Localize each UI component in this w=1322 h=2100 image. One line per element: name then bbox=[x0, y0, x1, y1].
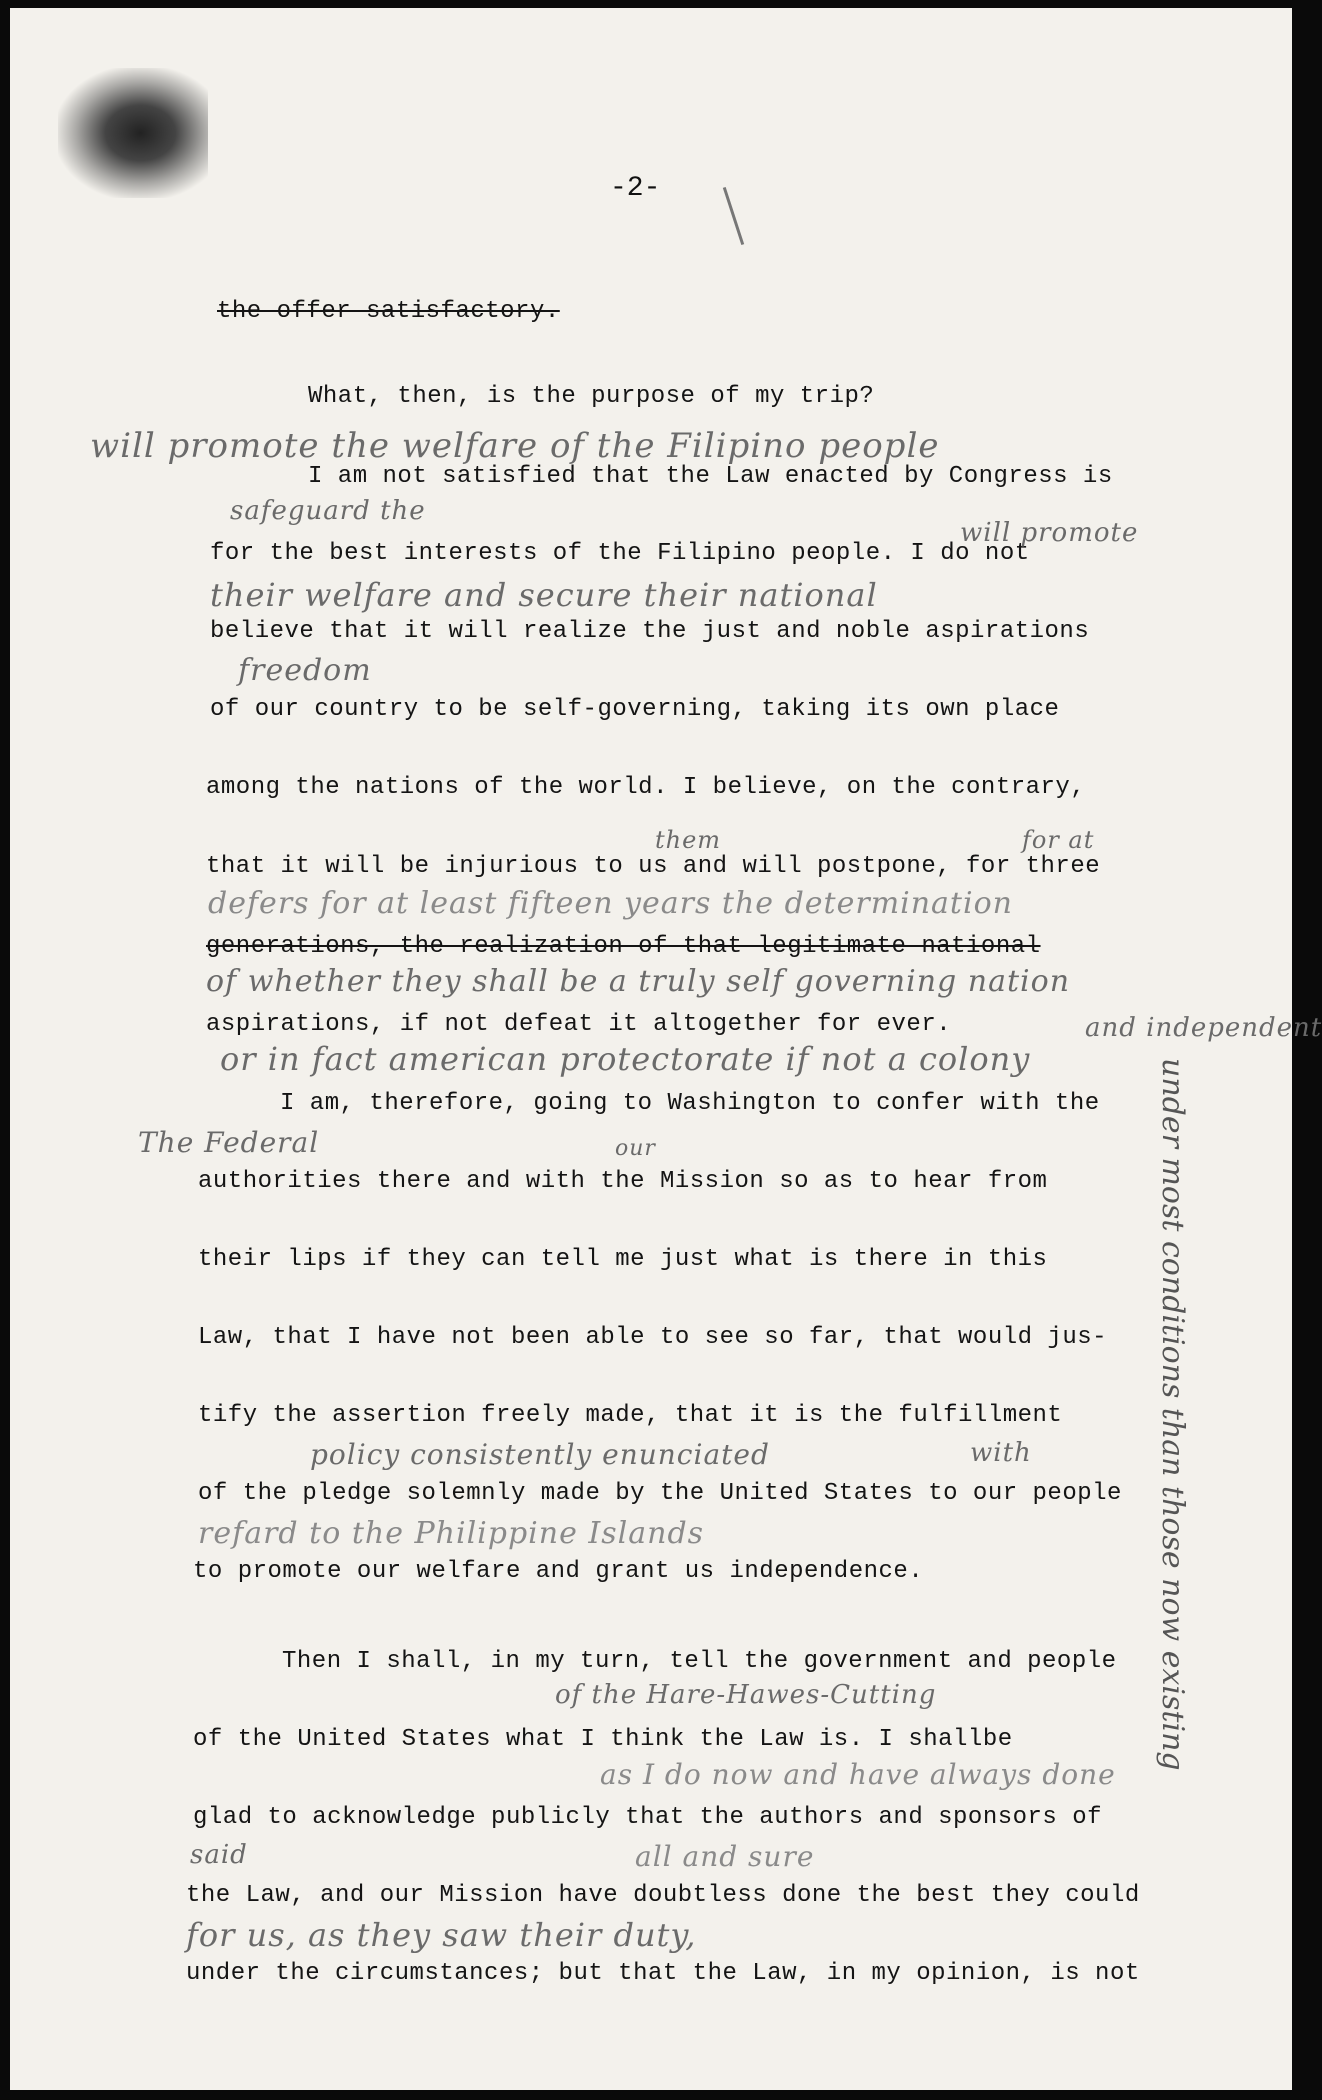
typed-line: that it will be injurious to us and will postpone, for three bbox=[206, 853, 1101, 880]
typed-line: to promote our welfare and grant us independence. bbox=[193, 1558, 924, 1585]
typed-line: What, then, is the purpose of my trip? bbox=[308, 383, 875, 410]
typed-line: the Law, and our Mission have doubtless done the best they could bbox=[186, 1882, 1140, 1909]
typed-line: under the circumstances; but that the Law, in my opinion, is not bbox=[186, 1960, 1140, 1987]
handwritten-note: said bbox=[190, 1840, 248, 1870]
handwritten-note: and independent bbox=[1085, 1013, 1322, 1043]
typed-line: the offer satisfactory. bbox=[217, 298, 560, 325]
typed-line: of our country to be self-governing, taking its own place bbox=[210, 696, 1060, 723]
handwritten-note: policy consistently enunciated bbox=[310, 1438, 770, 1471]
handwritten-note: freedom bbox=[238, 653, 372, 688]
margin-handwritten-note: under most conditions than those now existing bbox=[1155, 1058, 1190, 1771]
typed-line: Law, that I have not been able to see so far, that would jus- bbox=[198, 1324, 1108, 1351]
typed-line: I am not satisfied that the Law enacted by Congress is bbox=[308, 463, 1113, 490]
typed-line: aspirations, if not defeat it altogether for ever. bbox=[206, 1011, 952, 1038]
handwritten-note: with bbox=[970, 1438, 1032, 1468]
typed-line: generations, the realization of that legitimate national bbox=[206, 933, 1041, 960]
handwritten-note: of whether they shall be a truly self governing nation bbox=[206, 964, 1071, 999]
handwritten-note: for at bbox=[1022, 826, 1095, 854]
handwritten-note: The Federal bbox=[138, 1126, 320, 1159]
typed-line: of the United States what I think the Law is. I shallbe bbox=[193, 1726, 1013, 1753]
handwritten-note: or in fact american protectorate if not a colony bbox=[220, 1040, 1031, 1078]
handwritten-note: their welfare and secure their national bbox=[210, 576, 878, 614]
page-number: -2- bbox=[610, 173, 661, 204]
handwritten-note: safeguard the bbox=[230, 496, 426, 526]
handwritten-note: will promote bbox=[960, 518, 1139, 548]
pencil-mark bbox=[723, 187, 744, 245]
typed-line: glad to acknowledge publicly that the authors and sponsors of bbox=[193, 1804, 1103, 1831]
handwritten-note: will promote the welfare of the Filipino people bbox=[90, 426, 940, 466]
handwritten-note: our bbox=[615, 1136, 656, 1161]
handwritten-note: them bbox=[655, 826, 722, 854]
handwritten-note: defers for at least fifteen years the determination bbox=[208, 886, 1013, 921]
typed-line: believe that it will realize the just and noble aspirations bbox=[210, 618, 1090, 645]
typed-line: I am, therefore, going to Washington to confer with the bbox=[280, 1090, 1100, 1117]
typed-line: among the nations of the world. I believe, on the contrary, bbox=[206, 774, 1086, 801]
handwritten-note: refard to the Philippine Islands bbox=[198, 1516, 705, 1551]
handwritten-note: of the Hare-Hawes-Cutting bbox=[555, 1680, 937, 1710]
typed-line: authorities there and with the Mission so as to hear from bbox=[198, 1168, 1048, 1195]
typed-line: their lips if they can tell me just what is there in this bbox=[198, 1246, 1048, 1273]
document-page bbox=[10, 8, 1322, 2090]
handwritten-note: for us, as they saw their duty, bbox=[186, 1916, 697, 1954]
handwritten-note: all and sure bbox=[635, 1840, 815, 1873]
typed-line: tify the assertion freely made, that it is the fulfillment bbox=[198, 1402, 1063, 1429]
typed-line: of the pledge solemnly made by the United States to our people bbox=[198, 1480, 1122, 1507]
typed-line: for the best interests of the Filipino people. I do not bbox=[210, 540, 1030, 567]
handwritten-note: as I do now and have always done bbox=[600, 1758, 1116, 1791]
ink-smudge bbox=[58, 68, 208, 198]
typed-line: Then I shall, in my turn, tell the government and people bbox=[282, 1648, 1117, 1675]
